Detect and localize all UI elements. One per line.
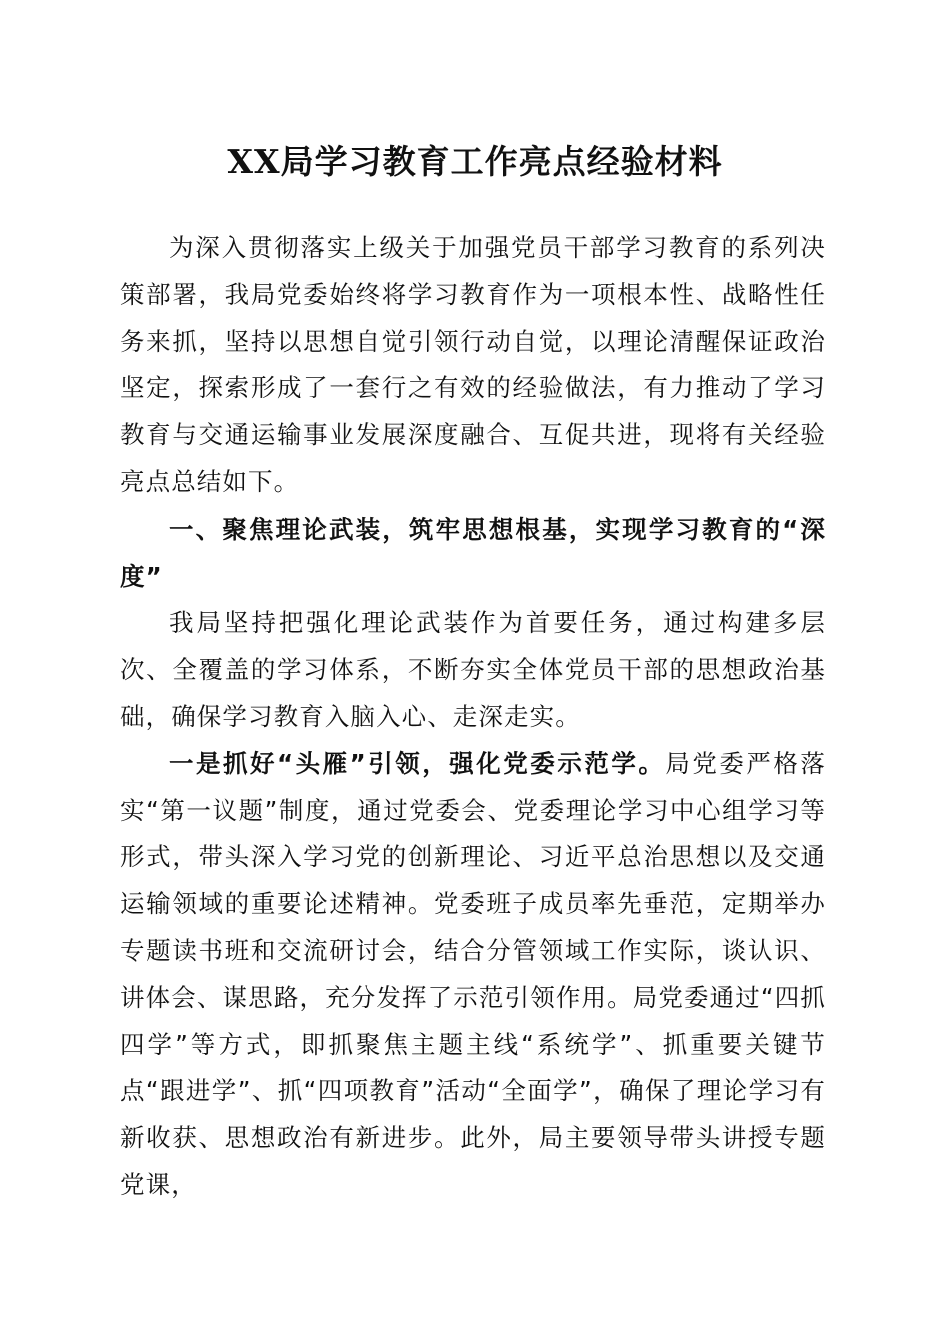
intro-paragraph: 为深入贯彻落实上级关于加强党员干部学习教育的系列决策部署，我局党委始终将学习教育作为一项根本性、战略性任务来抓，坚持以思想自觉引领行动自觉，以理论清醒保证政治坚定，探索形成了一套行之有效的经验做法，有力推动了学习教育与交通运输事业发展深度融合、互促共进，现将有关经验亮点总结如下。 — [120, 233, 826, 496]
item-one-lead: 一是抓好“头雁”引领，强化党委示范学。 — [169, 748, 666, 778]
document-body — [120, 225, 826, 1209]
document-title: XX局学习教育工作亮点经验材料 — [227, 142, 723, 181]
item-one-paragraph — [120, 741, 826, 1209]
item-one-body: 局党委严格落实“第一议题”制度，通过党委会、党委理论学习中心组学习等形式，带头深入学习党的创新理论、习近平总治思想以及交通运输领域的重要论述精神。党委班子成员率先垂范，定期举办专题读书班和交流研讨会，结合分管领域工作实际，谈认识、讲体会、谋思路，充分发挥了示范引领作用。局党委通过“四抓四学”等方式，即抓聚焦主题主线“系统学”、抓重要关键节点“跟进学”、抓“四项教育”活动“全面学”，确保了理论学习有新收获、思想政治有新进步。此外，局主要领导带头讲授专题党课， — [120, 748, 826, 1199]
section-heading-one: 一、聚焦理论武装，筑牢思想根基，实现学习教育的“深度” — [120, 514, 826, 591]
section-one-paragraph: 我局坚持把强化理论武装作为首要任务，通过构建多层次、全覆盖的学习体系，不断夯实全体党员干部的思想政治基础，确保学习教育入脑入心、走深走实。 — [120, 608, 826, 731]
